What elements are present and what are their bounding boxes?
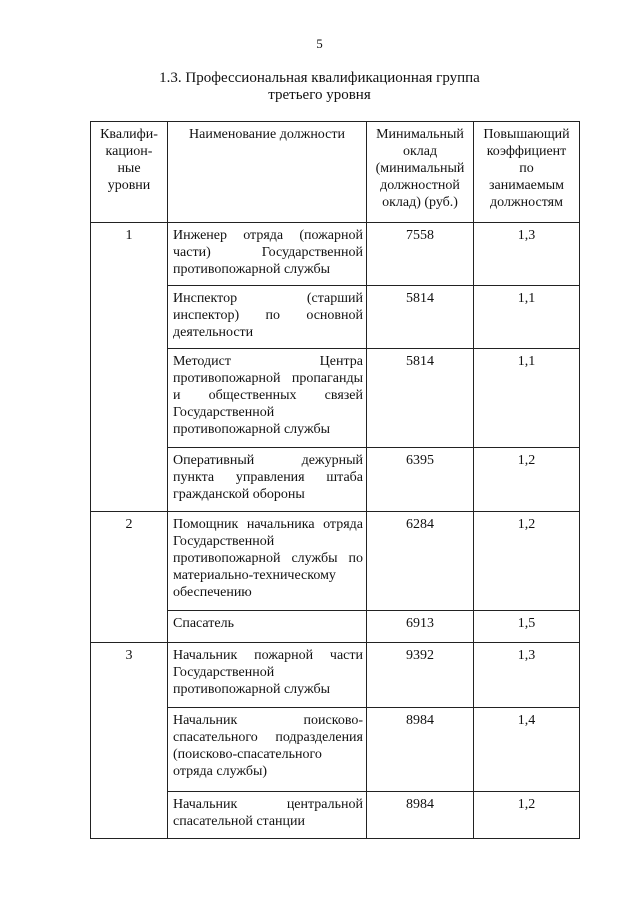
- header-line: по: [519, 161, 534, 176]
- salary-cell: 6395: [367, 448, 474, 512]
- salary-cell: 8984: [367, 792, 474, 839]
- section-title-line: третьего уровня: [268, 87, 371, 103]
- header-line: Повышающий: [483, 127, 570, 142]
- section-title-line: 1.3. Профессиональная квалификационная группа: [159, 70, 480, 86]
- salary-cell: 6913: [367, 611, 474, 643]
- position-cell: Инженер отряда (пожарной части) Государственной противопожарной службы: [168, 223, 367, 286]
- position-cell: Методист Центра противопожарной пропаганды и общественных связей Государственной противопожарной службы: [168, 349, 367, 448]
- coefficient-cell: 1,5: [474, 611, 580, 643]
- table-row: [91, 512, 580, 611]
- coefficient-cell: 1,3: [474, 223, 580, 286]
- level-cell: 2: [91, 512, 168, 643]
- coefficient-cell: 1,3: [474, 643, 580, 708]
- position-cell: Спасатель: [168, 611, 367, 643]
- position-cell: Оперативный дежурный пункта управления штаба гражданской обороны: [168, 448, 367, 512]
- header-line: оклад: [402, 144, 438, 159]
- coefficient-cell: 1,1: [474, 349, 580, 448]
- header-line: должностям: [490, 195, 563, 210]
- header-line: (минимальный: [375, 161, 465, 176]
- coefficient-cell: 1,2: [474, 512, 580, 611]
- coefficient-cell: 1,2: [474, 448, 580, 512]
- header-coefficient: [474, 122, 580, 223]
- position-cell: Помощник начальника отряда Государственной противопожарной службы по материально-техническому обеспечению: [168, 512, 367, 611]
- coefficient-cell: 1,4: [474, 708, 580, 792]
- salary-cell: 7558: [367, 223, 474, 286]
- header-line: уровни: [107, 178, 151, 193]
- header-line: занимаемым: [488, 178, 565, 193]
- salary-cell: 8984: [367, 708, 474, 792]
- level-cell: 3: [91, 643, 168, 839]
- qualification-table: [90, 121, 580, 839]
- page-number: 5: [316, 36, 323, 51]
- salary-cell: 5814: [367, 286, 474, 349]
- header-level: [91, 122, 168, 223]
- position-cell: Инспектор (старший инспектор) по основной деятельности: [168, 286, 367, 349]
- header-line: кацион-: [105, 144, 153, 159]
- header-line: оклад) (руб.): [382, 195, 458, 210]
- table-header-row: [91, 122, 580, 223]
- header-salary: [367, 122, 474, 223]
- coefficient-cell: 1,2: [474, 792, 580, 839]
- table-row: [91, 223, 580, 286]
- salary-cell: 5814: [367, 349, 474, 448]
- position-cell: Начальник центральной спасательной станции: [168, 792, 367, 839]
- header-line: Квалифи-: [100, 127, 158, 142]
- coefficient-cell: 1,1: [474, 286, 580, 349]
- position-cell: Начальник поисково-спасательного подразделения (поисково-спасательного отряда службы): [168, 708, 367, 792]
- header-line: Минимальный: [376, 127, 464, 142]
- header-position: Наименование должности: [168, 122, 367, 223]
- level-cell: 1: [91, 223, 168, 512]
- position-cell: Начальник пожарной части Государственной противопожарной службы: [168, 643, 367, 708]
- header-line: коэффициент: [486, 144, 567, 159]
- salary-cell: 6284: [367, 512, 474, 611]
- table-row: [91, 643, 580, 708]
- header-line: ные: [117, 161, 141, 176]
- header-line: должностной: [380, 178, 460, 193]
- section-title: [0, 70, 639, 104]
- salary-cell: 9392: [367, 643, 474, 708]
